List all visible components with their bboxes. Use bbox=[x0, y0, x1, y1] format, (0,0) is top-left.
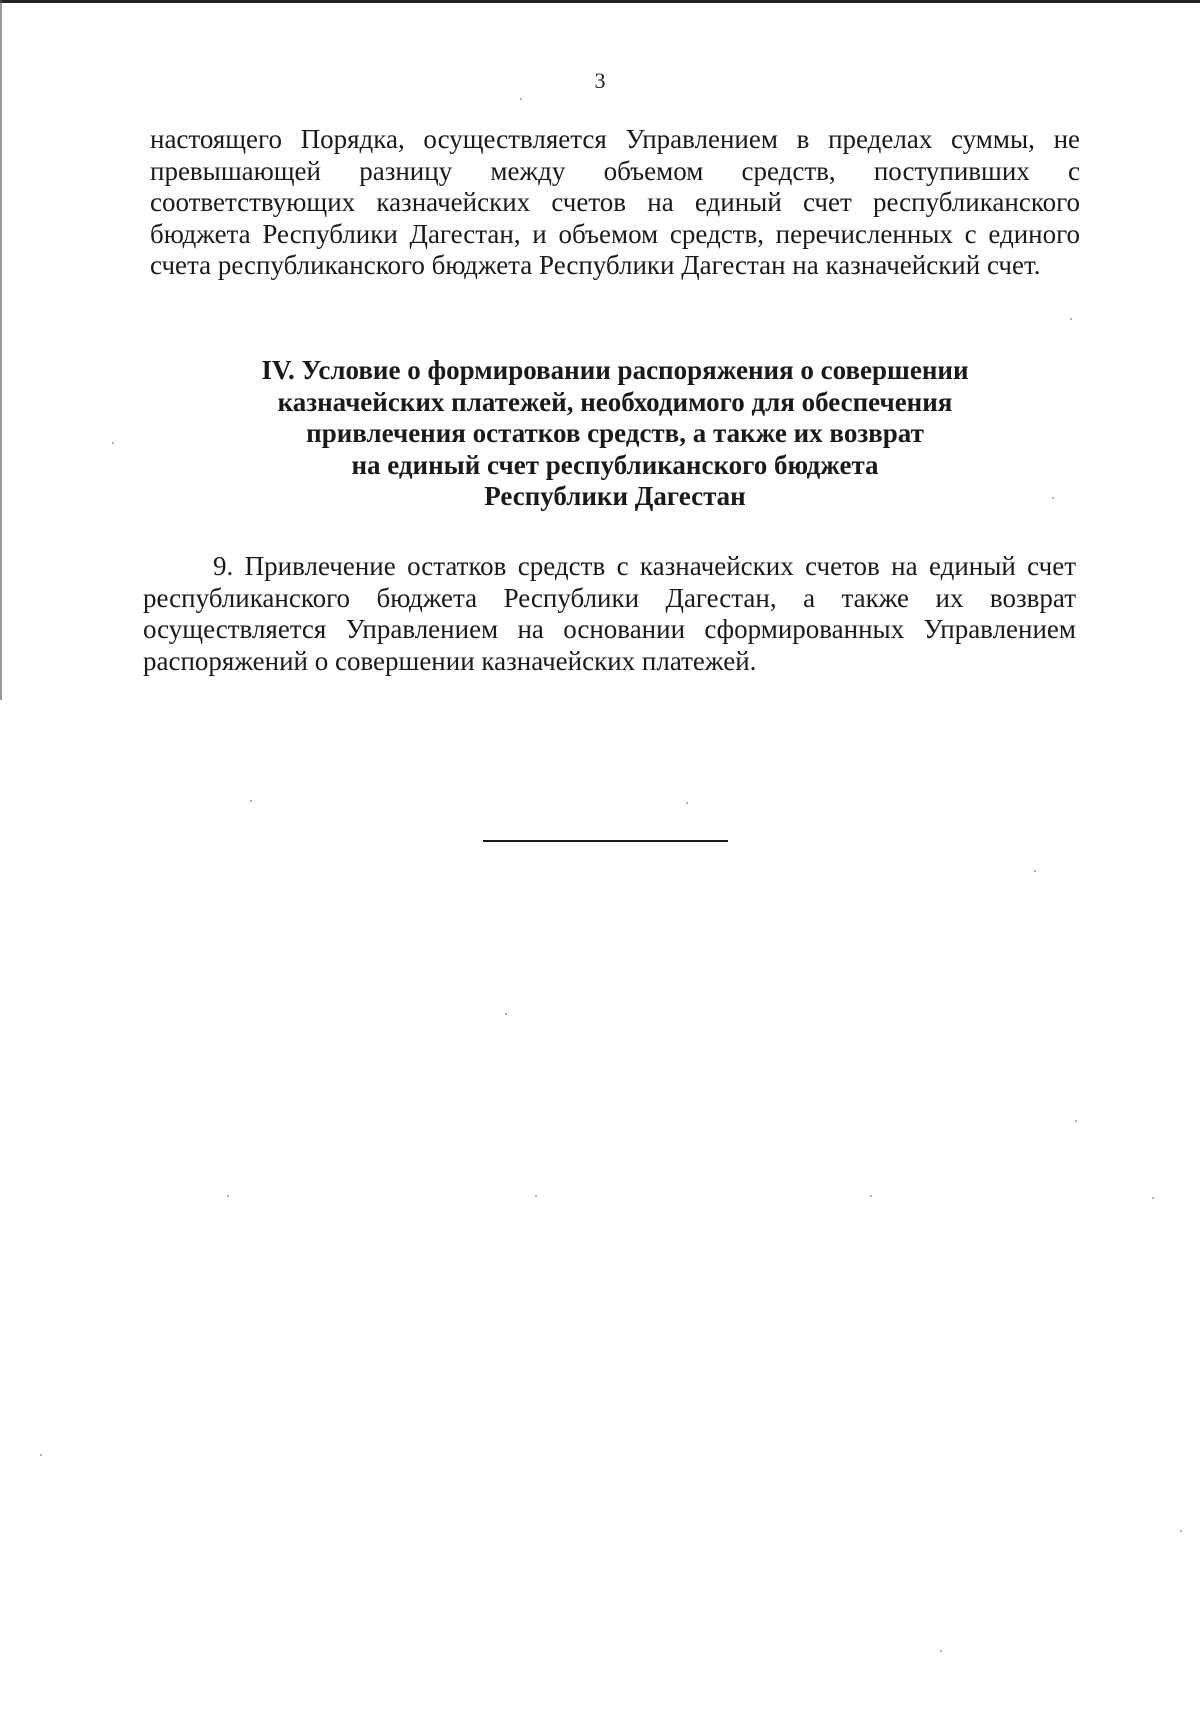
scan-speck bbox=[1180, 1530, 1182, 1532]
end-of-text-rule bbox=[483, 840, 728, 842]
scan-speck bbox=[686, 802, 688, 804]
paragraph-continued: настоящего Порядка, осуществляется Управлением в пределах суммы, не превышающей разницу между объемом средств, поступивших с соответствующих казначейских счетов на единый счет республиканского бюджета Республики Дагестан, и объемом средств, перечисленных с единого счета республиканского бюджета Республики Дагестан на казначейский счет. bbox=[150, 124, 1080, 280]
section-heading-line: казначейских платежей, необходимого для обеспечения bbox=[277, 386, 953, 417]
scan-speck bbox=[250, 800, 252, 802]
scan-speck bbox=[40, 1454, 42, 1456]
scan-speck bbox=[227, 1195, 229, 1197]
scan-speck bbox=[1052, 497, 1054, 499]
scan-speck bbox=[870, 1195, 872, 1197]
scan-left-edge bbox=[0, 0, 2, 700]
scan-speck bbox=[1034, 870, 1036, 872]
section-heading-line: IV. Условие о формировании распоряжения о совершении bbox=[261, 355, 969, 385]
section-heading-line: Республики Дагестан bbox=[484, 481, 746, 511]
scan-speck bbox=[940, 1650, 942, 1652]
page-number: 3 bbox=[594, 68, 606, 93]
section-heading-line: привлечения остатков средств, а также их возврат bbox=[306, 418, 924, 448]
scan-speck bbox=[1075, 1120, 1077, 1122]
scan-top-edge bbox=[0, 0, 1200, 3]
section-heading-line: на единый счет республиканского бюджета bbox=[351, 449, 879, 480]
scan-speck bbox=[112, 442, 114, 444]
section-heading bbox=[150, 355, 1080, 513]
scan-speck bbox=[1070, 318, 1072, 320]
paragraph-9: 9. Привлечение остатков средств с казначейских счетов на единый счет республиканского бюджета Республики Дагестан, а также их возврат осуществляется Управлением на основании сформированных Управлением распоряжений о совершении казначейских платежей. bbox=[143, 551, 1076, 676]
scan-speck bbox=[535, 1195, 537, 1197]
scan-speck bbox=[1152, 1197, 1154, 1199]
scan-speck bbox=[520, 98, 522, 100]
scan-speck bbox=[505, 1013, 507, 1015]
